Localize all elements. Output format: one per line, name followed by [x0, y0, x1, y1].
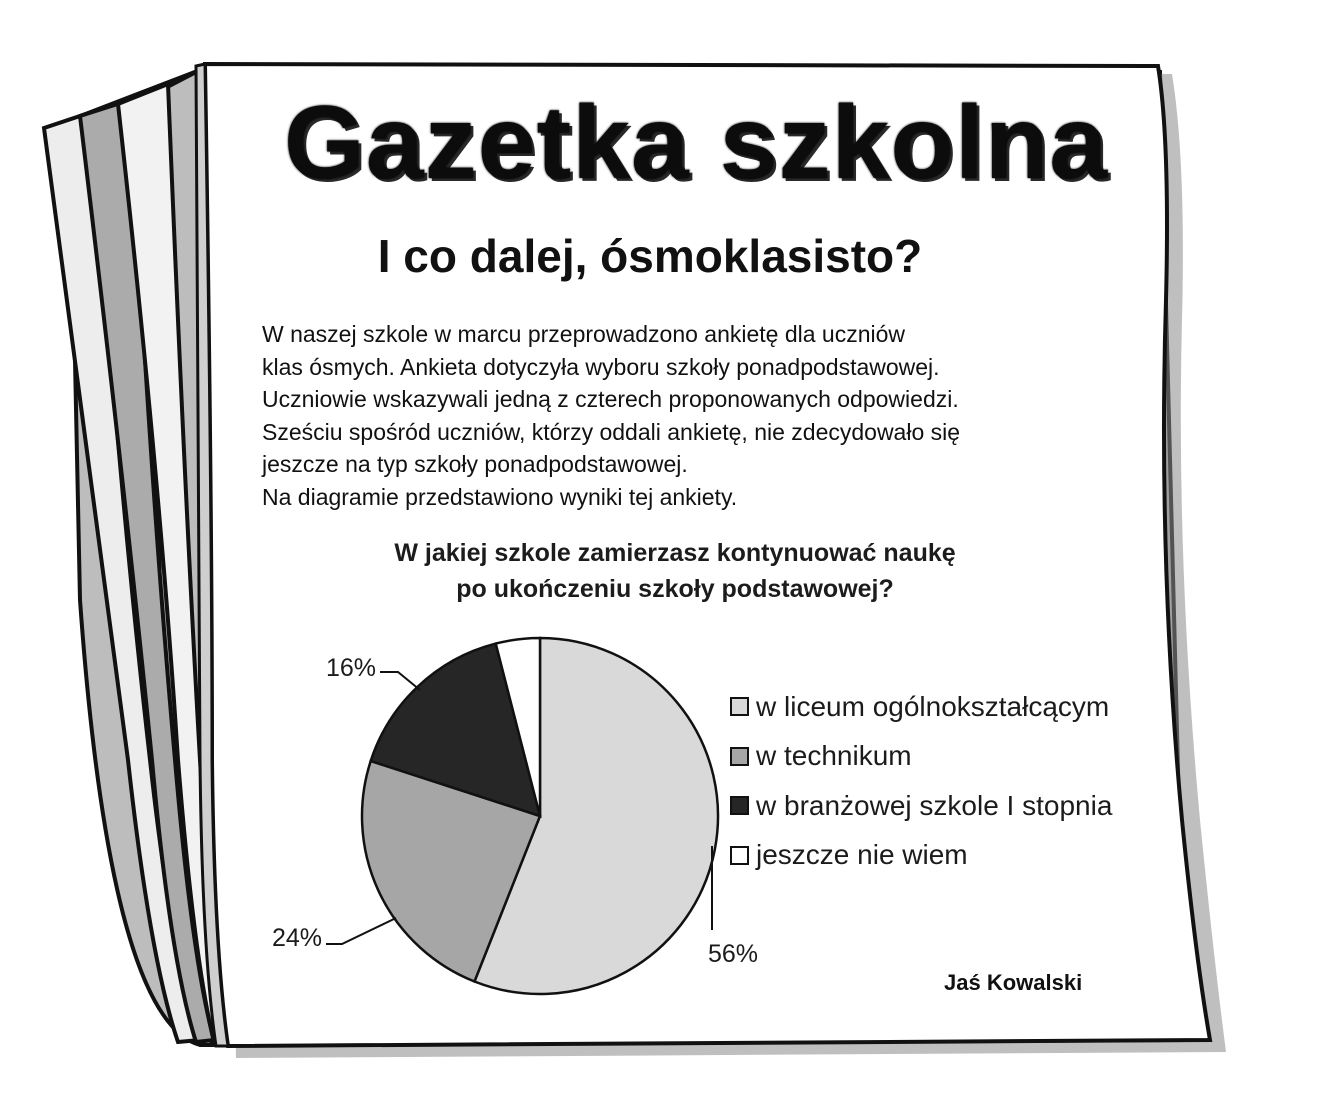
- legend-label: w technikum: [756, 740, 912, 772]
- legend-item: [730, 831, 1112, 881]
- legend-swatch: [730, 747, 749, 766]
- article-headline: I co dalej, ósmoklasisto?: [377, 230, 923, 282]
- legend-label: w branżowej szkole I stopnia: [756, 789, 1113, 821]
- legend-item: [730, 732, 1112, 782]
- legend-label: jeszcze nie wiem: [756, 839, 968, 871]
- article-line: Na diagramie przedstawiono wyniki tej ankiety.: [262, 483, 738, 510]
- chart-title-line: po ukończeniu szkoły podstawowej?: [456, 575, 894, 603]
- chart-legend: [730, 682, 1112, 880]
- article-line: Uczniowie wskazywali jedną z czterech proponowanych odpowiedzi.: [262, 386, 959, 412]
- legend-item: [730, 682, 1112, 732]
- slice-value-label: 56%: [708, 940, 759, 968]
- legend-swatch: [730, 697, 749, 716]
- leader-line: [380, 672, 420, 690]
- article-line: jeszcze na typ szkoły ponadpodstawowej.: [262, 451, 688, 477]
- chart-title-line: W jakiej szkole zamierzasz kontynuować naukę: [394, 539, 956, 567]
- article-line: Sześciu spośród uczniów, którzy oddali ankietę, nie zdecydowało się: [262, 418, 961, 445]
- leader-line: [326, 918, 396, 944]
- article-line: W naszej szkole w marcu przeprowadzono ankietę dla uczniów: [262, 321, 906, 347]
- slice-value-label: 24%: [271, 924, 322, 952]
- legend-item: [730, 781, 1112, 831]
- legend-label: w liceum ogólnokształcącym: [756, 690, 1110, 722]
- article-line: klas ósmych. Ankieta dotyczyła wyboru szkoły ponadpodstawowej.: [262, 353, 940, 380]
- slice-value-label: 16%: [325, 654, 376, 682]
- author-byline: Jaś Kowalski: [944, 970, 1083, 995]
- legend-swatch: [730, 796, 749, 815]
- legend-swatch: [730, 846, 749, 865]
- masthead-title: Gazetka szkolna: [283, 85, 1109, 201]
